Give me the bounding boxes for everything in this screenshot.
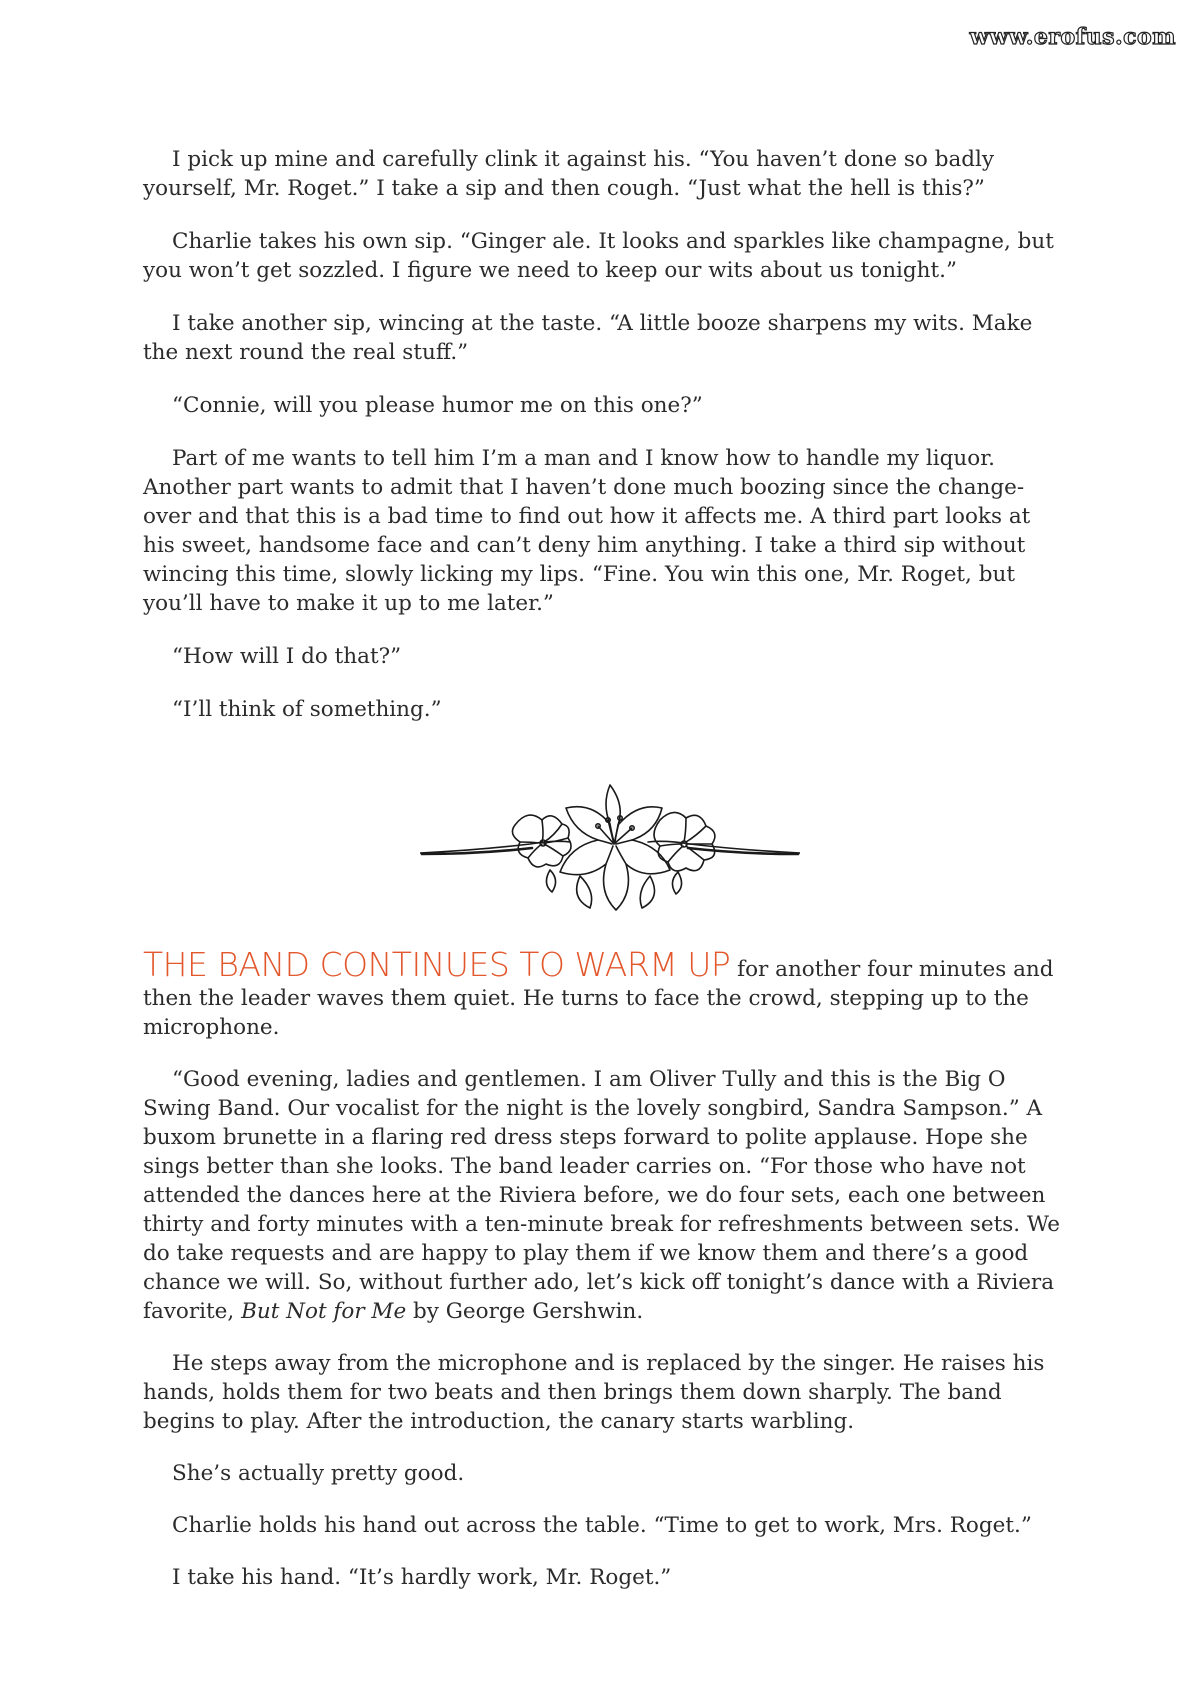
paragraph: She’s actually pretty good. xyxy=(172,1461,465,1486)
paragraph: I take his hand. “It’s hardly work, Mr. Roget.” xyxy=(172,1565,672,1590)
paragraph: I pick up mine and carefully clink it against his. “You haven’t done so badly yourself, Mr. Roget.” I take a sip and then cough. “Just what the hell is this?” xyxy=(143,147,995,201)
site-watermark: www.erofus.com xyxy=(969,24,1176,50)
lily-flower-ornament-icon xyxy=(420,780,800,935)
paragraph: Part of me wants to tell him I’m a man and I know how to handle my liquor. Another part wants to admit that I haven’t done much boozing since the change-over and that this is a bad time to find out how it affects me. A third part looks at his sweet, handsome face and can’t deny him anything. I take a third sip without wincing this time, slowly licking my lips. “Fine. You win this one, Mr. Roget, but you’ll have to make it up to me later.” xyxy=(143,446,1031,616)
paragraph: Charlie holds his hand out across the table. “Time to get to work, Mrs. Roget.” xyxy=(172,1513,1032,1538)
announcement-text: “Good evening, ladies and gentlemen. I am Oliver Tully and this is the Big O Swing Band. Our vocalist for the night is the lovely songbird, Sandra Sampson.” A buxom brunette in a flaring red dress steps forward to polite applause. Hope she sings better than she looks. The band leader carries on. “For those who have not attended the dances here at the Riviera before, we do four sets, each one between thirty and forty minutes with a ten-minute break for refreshments between sets. We do take requests and are happy to play them if we know them and there’s a good chance we will. So, without further ado, let’s kick off tonight’s dance with a Riviera favorite, xyxy=(143,1067,1060,1324)
section-heading: THE BAND CONTINUES TO WARM UP xyxy=(143,945,731,984)
paragraph: Charlie takes his own sip. “Ginger ale. It looks and sparkles like champagne, but you won’t get sozzled. I figure we need to keep our wits about us tonight.” xyxy=(143,229,1054,283)
song-title: But Not for Me xyxy=(241,1299,407,1324)
section-opening-text: for another four minutes and then the leader waves them quiet. He turns to face the crowd, stepping up to the microphone. xyxy=(143,957,1054,1040)
paragraph: “I’ll think of something.” xyxy=(172,697,442,722)
paragraph: He steps away from the microphone and is replaced by the singer. He raises his hands, holds them for two beats and then brings them down sharply. The band begins to play. After the introduction, the canary starts warbling. xyxy=(143,1351,1045,1434)
announcement-paragraph xyxy=(143,1065,1068,1326)
section-opening-paragraph xyxy=(143,945,1068,1042)
announcement-text-end: by George Gershwin. xyxy=(413,1299,644,1324)
paragraph: “How will I do that?” xyxy=(172,644,402,669)
paragraph: “Connie, will you please humor me on this one?” xyxy=(172,393,703,418)
text-block-after-break xyxy=(143,945,1068,1615)
text-block-before-break xyxy=(143,145,1068,748)
paragraph: I take another sip, wincing at the taste. “A little booze sharpens my wits. Make the next round the real stuff.” xyxy=(143,311,1033,365)
